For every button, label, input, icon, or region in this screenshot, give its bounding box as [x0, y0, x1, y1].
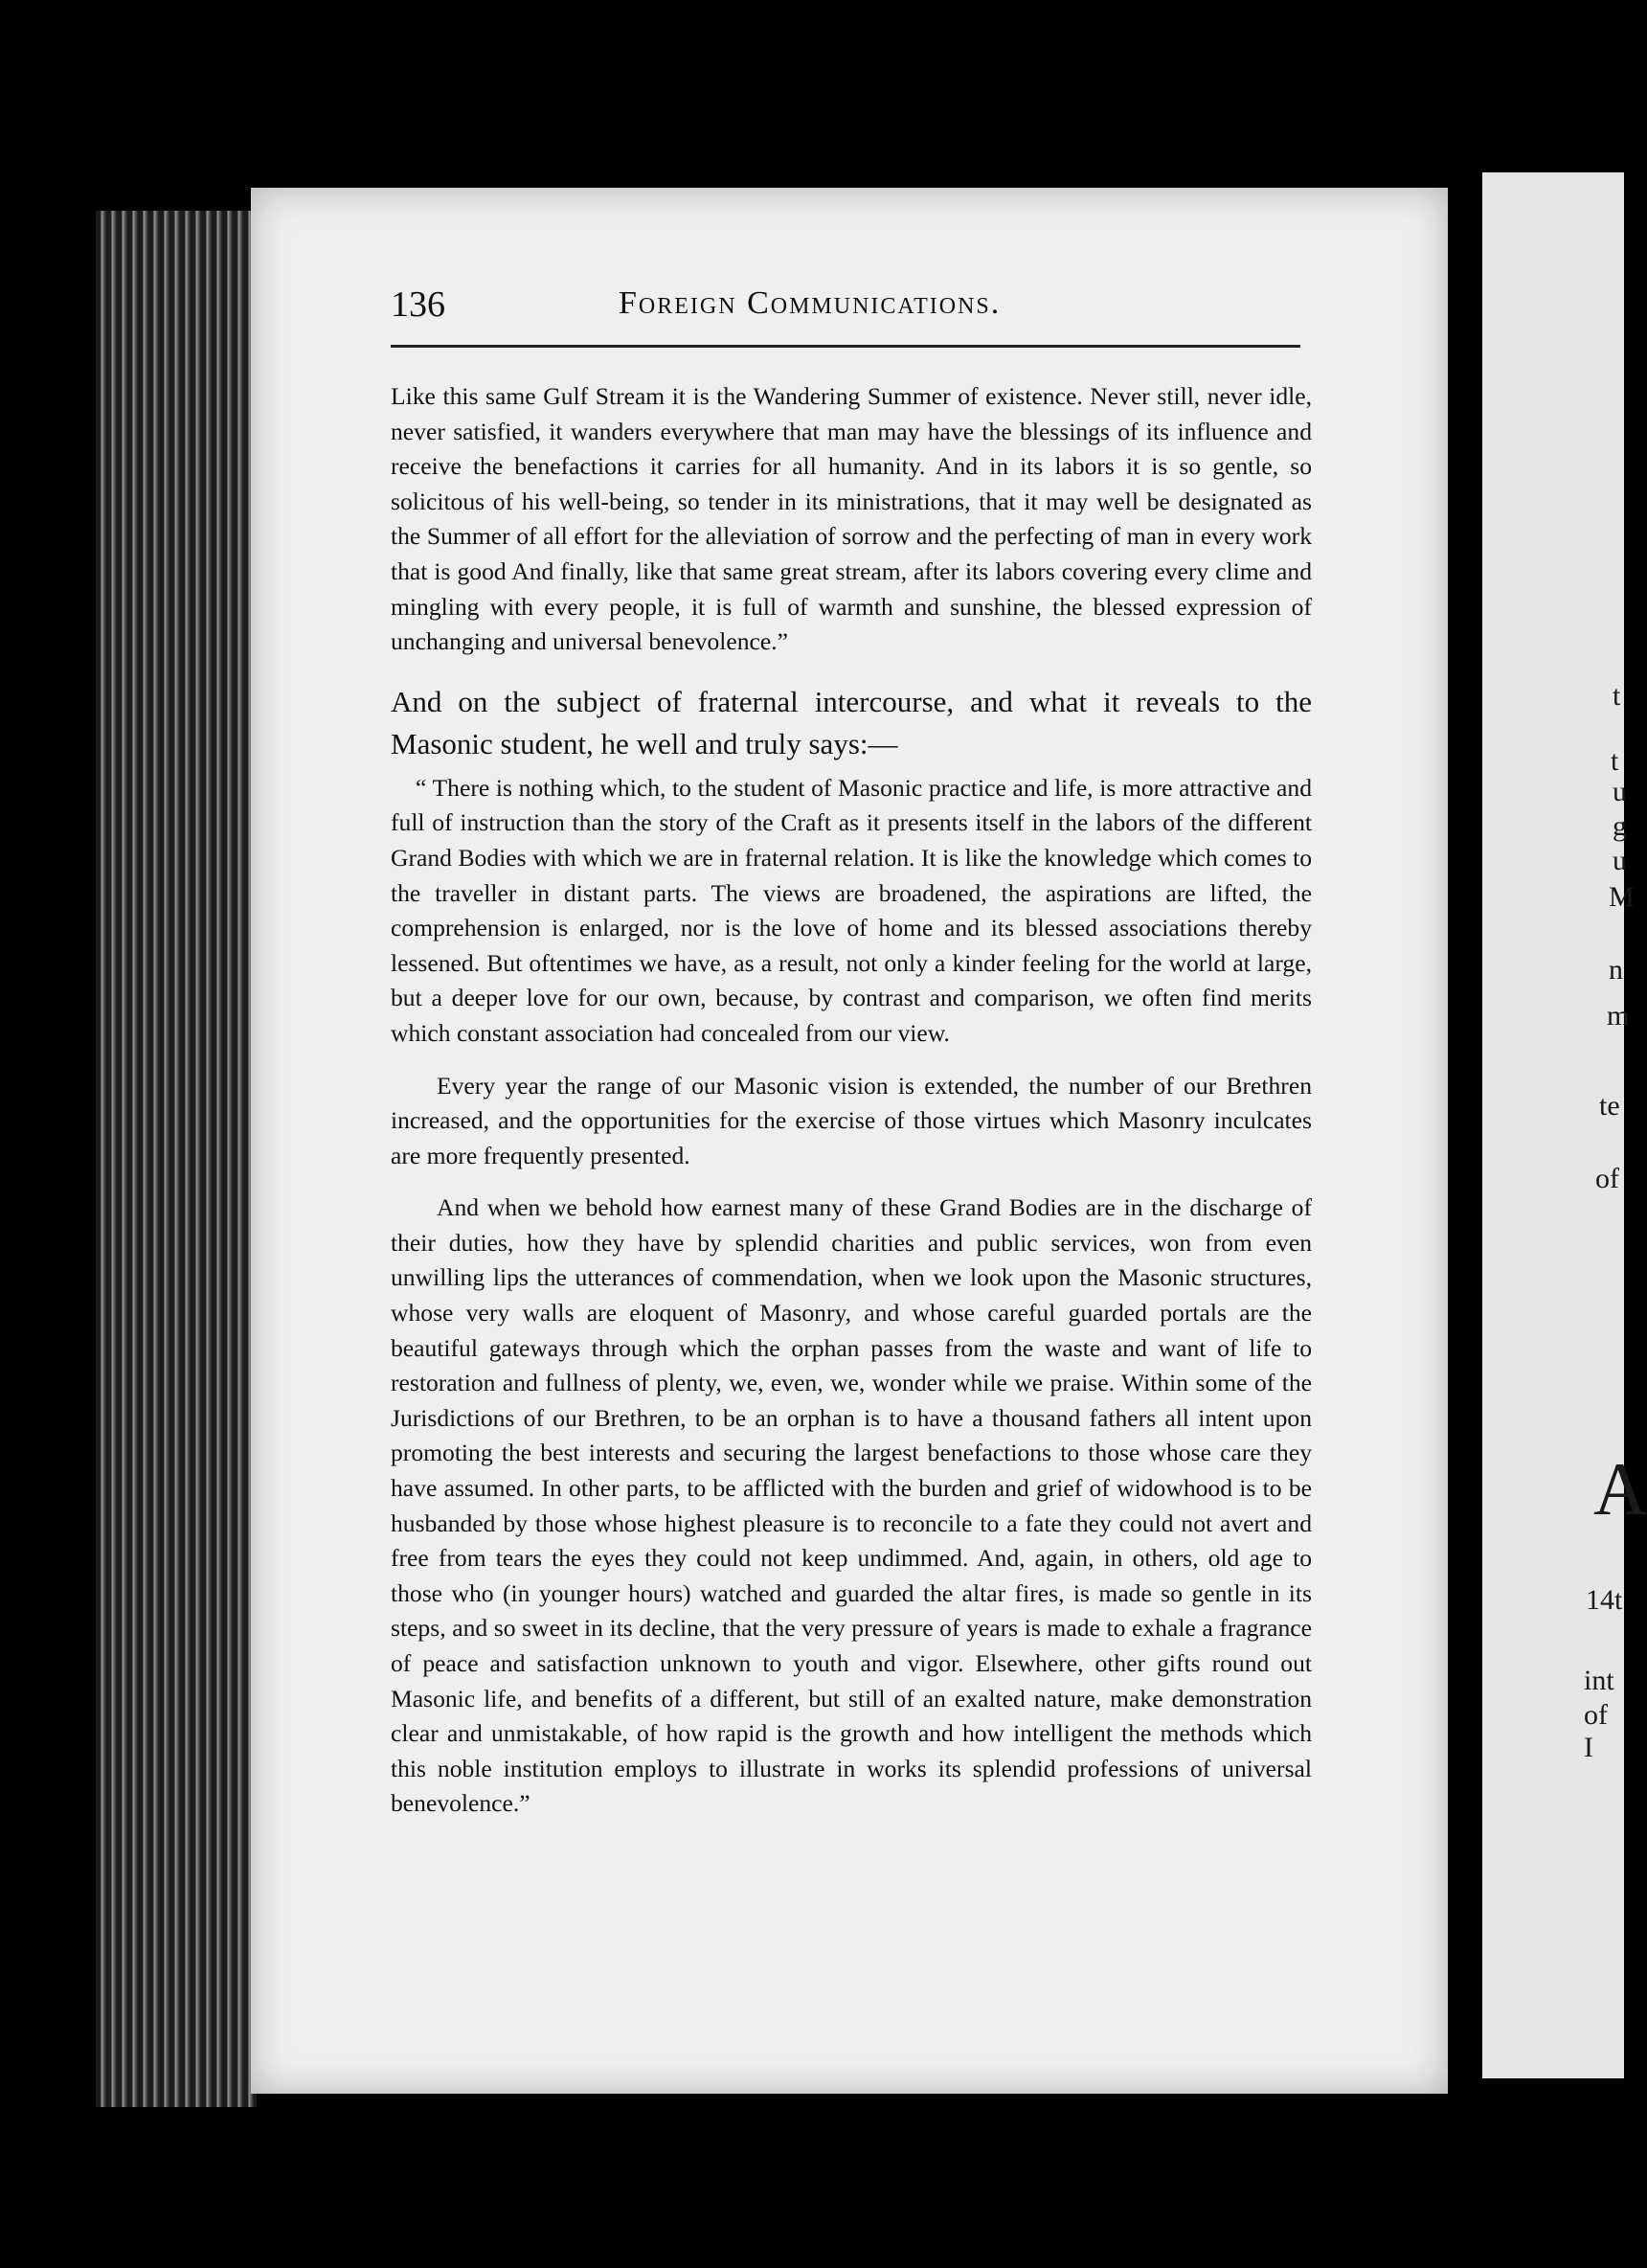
- page-number: 136: [391, 284, 445, 325]
- facing-page-fragment: t: [1611, 745, 1619, 777]
- facing-page-fragment: 14t: [1586, 1584, 1623, 1616]
- facing-page-fragment: of I: [1584, 1699, 1608, 1763]
- paragraph-intro: And on the subject of fraternal intercourse, and what it reveals to the Masonic student, he well and truly says:—: [391, 684, 1312, 760]
- paragraph-quotation-start: “ There is nothing which, to the student of Masonic practice and life, is more attractive and full of instruction than the story of the Craft as it presents itself in the labors of the different Grand Bodies with which we are in fraternal relation. It is like the knowledge which comes to the traveller in distant parts. The views are broadened, the aspirations are lifted, the comprehension is enlarged, nor is the love of home and its blessed associations thereby lessened. But oftentimes we have, as a result, not only a kinder feeling for the world at large, but a deeper love for our own, because, by contrast and comparison, we often find merits which constant association had concealed from our view.: [391, 773, 1312, 1047]
- facing-page-fragment: n: [1609, 954, 1623, 986]
- paragraph: Every year the range of our Masonic vision is extended, the number of our Brethren increased, and the opportunities for the exercise of those virtues which Masonry inculcates are more frequently presented.: [391, 1071, 1312, 1169]
- facing-page-fragment: t: [1613, 680, 1621, 712]
- header-rule: [391, 345, 1300, 348]
- facing-page-fragment: g: [1613, 810, 1627, 842]
- facing-page-fragment: M: [1609, 881, 1635, 913]
- facing-page-fragment: int: [1584, 1665, 1614, 1696]
- page-header: [391, 284, 1310, 329]
- paragraph-quote-continuation: Like this same Gulf Stream it is the Wandering Summer of existence. Never still, never idle, never satisfied, it wanders everywhere that man may have the blessings of its influence and receive the benefactions it carries for all humanity. And in its labors it is so gentle, so solicitous of his well-being, so tender in its ministrations, that it may well be designated as the Summer of all effort for the alleviation of sorrow and the perfecting of man in every work that is good And finally, like that same great stream, after its labors covering every clime and mingling with every people, it is full of warmth and sunshine, the blessed expression of unchanging and universal benevolence.”: [391, 382, 1312, 656]
- page-body: [391, 379, 1312, 1822]
- facing-page-fragment: u: [1613, 776, 1627, 807]
- running-head: Foreign Communications.: [619, 285, 1002, 321]
- facing-page-fragment: te: [1599, 1090, 1620, 1122]
- facing-page-edge: [1482, 172, 1647, 2078]
- book-binding-edge: [96, 211, 257, 2107]
- paragraph: And when we behold how earnest many of these Grand Bodies are in the discharge of their duties, how they have by splendid charities and public services, won from even unwilling lips the utterances of commendation, when we look upon the Masonic structures, whose very walls are eloquent of Masonry, and whose careful guarded portals are the beautiful gateways through which the orphan passes from the waste and want of life to restoration and fullness of plenty, we, even, we, wonder while we praise. Within some of the Jurisdictions of our Brethren, to be an orphan is to have a thousand fathers all intent upon promoting the best interests and securing the largest benefactions to those whose care they have assumed. In other parts, to be afflicted with the burden and grief of widowhood is to be husbanded by those whose highest pleasure is to reconcile to a fate they could not avert and free from tears the eyes they could not keep undimmed. And, again, in others, old age to those who (in younger hours) watched and guarded the altar fires, is made so gentle in its steps, and so sweet in its decline, that the very pressure of years is made to exhale a fragrance of peace and satisfaction unknown to youth and vigor. Elsewhere, other gifts round out Masonic life, and benefits of a different, but still of an exalted nature, make demonstration clear and unmistakable, of how rapid is the growth and how intelligent the methods which this noble institution employs to illustrate in works its splendid professions of universal benevolence.”: [391, 1193, 1312, 1818]
- facing-page-fragment: u: [1613, 845, 1627, 876]
- facing-page-fragment: of: [1595, 1163, 1619, 1194]
- facing-page-fragment: A: [1593, 1447, 1647, 1531]
- facing-page-fragment: m: [1607, 1000, 1630, 1032]
